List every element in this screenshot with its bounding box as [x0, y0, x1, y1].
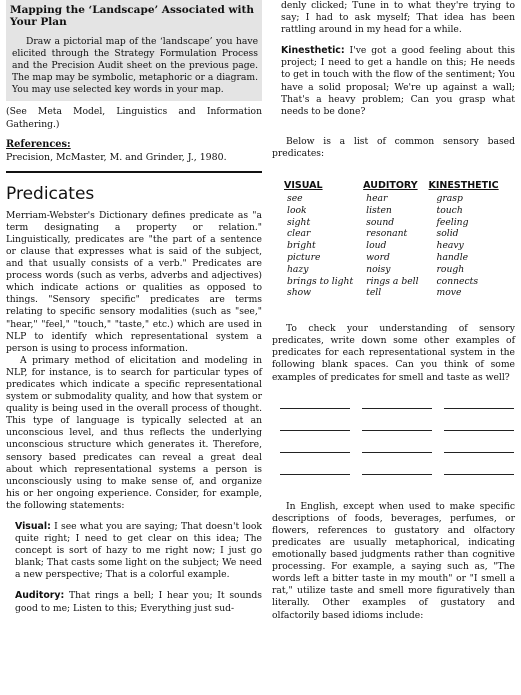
kinesthetic-text: I've got a good feeling about this project; I need to get a handle on this; He needs to get in touch with the flow of the sentiment; You have a solid proposal; We're up against a wall; That's a heavy problem; Can you grasp what needs to be done?	[281, 45, 515, 117]
predicate-cell: clear	[287, 228, 311, 240]
blank-line[interactable]	[444, 466, 514, 475]
check-paragraph: To check your understanding of sensory predicates, write down some other examples of predicates for each representational system in the following blank spaces. Can you think of some examples of predicates for smell and taste as well?	[272, 323, 515, 383]
predicate-cell: move	[436, 287, 462, 299]
predicates-heading: Predicates	[6, 183, 95, 204]
blank-line[interactable]	[444, 400, 514, 409]
predicate-cell: connects	[436, 275, 479, 287]
blank-row	[280, 400, 515, 409]
blank-line[interactable]	[362, 422, 432, 431]
blank-line[interactable]	[280, 400, 350, 409]
predicate-row	[284, 193, 509, 205]
blank-lines	[280, 400, 515, 475]
predicate-cell: loud	[366, 240, 387, 252]
blank-line[interactable]	[280, 444, 350, 453]
visual-label: Visual:	[15, 521, 51, 532]
predicate-row	[284, 240, 509, 252]
exercise-body: Draw a pictorial map of the ‘landscape’ you have elicited through the Strategy Formulation Process and the Precision Audit sheet on the previous page. The map may be symbolic, metaphoric or a diagram. You may use selected key words in your map.	[12, 36, 258, 96]
predicate-cell: hear	[366, 193, 388, 205]
predicate-row	[284, 205, 509, 217]
kinesthetic-label: Kinesthetic:	[281, 45, 345, 57]
predicate-cell: word	[366, 252, 390, 264]
predicates-paragraph-1: Merriam-Webster's Dictionary defines predicate as "a term designating a property or relation." Linguistically, predicates are "the part of a sentence or clause that expresses what is said of the subject, and that usually consists of a verb." Predicates are process words (such as verbs, adverbs and adjectives) which indicate actions or qualities as opposed to things. "Sensory specific" predicates are terms relating to specific sensory modalities (such as "see," "hear," "feel," "touch," "taste," etc.) which are used in NLP to identify which representational system a person is using to process information.	[6, 209, 262, 354]
visual-text: I see what you are saying; That doesn't look quite right; I need to get clear on this idea; The concept is sort of hazy to me right now; I just go blank; That casts some light on the subject; We need a new perspective; That is a colorful example.	[15, 521, 262, 581]
blank-line[interactable]	[444, 422, 514, 431]
predicate-row	[284, 264, 509, 276]
predicate-cell: handle	[436, 252, 469, 264]
list-intro: Below is a list of common sensory based predicates:	[272, 135, 515, 159]
blank-line[interactable]	[280, 466, 350, 475]
auditory-text: That rings a bell; I hear you; It sounds good to me; Listen to this; Everything just sud-	[15, 590, 262, 614]
predicate-cell: feeling	[436, 216, 469, 228]
header-auditory: AUDITORY	[363, 180, 418, 192]
right-column	[272, 0, 515, 622]
english-paragraph: In English, except when used to make specific descriptions of foods, beverages, perfumes, or flowers, references to gustatory and olfactory predicates are usually metaphorical, indicating emotionally based judgments rather than cognitive processing. For example, a saying such as, "The words left a bitter taste in my mouth" or "I smell a rat," utilize taste and smell more figuratively than literally. Other examples of gustatory and olfactorily based idioms include:	[272, 500, 515, 621]
predicate-cell: look	[287, 204, 307, 216]
predicate-cell: touch	[436, 204, 463, 216]
blank-line[interactable]	[280, 422, 350, 431]
predicate-row	[284, 252, 509, 264]
predicate-cell: brings to light	[287, 275, 354, 287]
visual-example	[6, 521, 262, 581]
predicates-table	[284, 180, 509, 299]
left-column	[6, 0, 262, 615]
reference-entry: Precision, McMaster, M. and Grinder, J., 1980.	[6, 151, 227, 163]
exercise-box	[6, 0, 262, 101]
predicate-row	[284, 276, 509, 288]
references-heading: References:	[6, 138, 71, 150]
predicate-cell: sight	[287, 216, 311, 228]
predicate-cell: bright	[287, 240, 316, 252]
blank-line[interactable]	[362, 400, 432, 409]
blank-line[interactable]	[444, 444, 514, 453]
header-kinesthetic: KINESTHETIC	[428, 180, 499, 192]
auditory-label: Auditory:	[15, 590, 65, 602]
predicates-paragraph-2: A primary method of elicitation and modeling in NLP, for instance, is to search for particular types of predicates which indicate a specific representational system or submodality quality, and how that system or quality is being used in the overall process of thought. This type of language is typically selected at an unconscious level, and thus reflects the underlying unconscious structure which generates it. Therefore, sensory based predicates can reveal a great deal about which representational systems a person is unconsciously using to make sense of, and organize his or her ongoing experience. Consider, for example, the following statements:	[6, 354, 262, 511]
auditory-example	[6, 590, 262, 614]
blank-row	[280, 422, 515, 431]
predicate-cell: solid	[436, 228, 459, 240]
predicate-cell: noisy	[366, 263, 391, 275]
header-visual: VISUAL	[284, 180, 323, 192]
predicate-cell: rough	[436, 263, 465, 275]
predicate-cell: grasp	[436, 193, 463, 205]
predicate-row	[284, 287, 509, 299]
exercise-title: Mapping the ‘Landscape’ Associated with Your Plan	[10, 4, 255, 28]
predicate-row	[284, 217, 509, 229]
blank-row	[280, 466, 515, 475]
predicate-cell: tell	[366, 287, 382, 299]
predicate-cell: hazy	[287, 263, 309, 275]
predicate-cell: listen	[366, 204, 392, 216]
predicate-cell: resonant	[366, 228, 408, 240]
predicate-cell: rings a bell	[366, 275, 419, 287]
predicate-row	[284, 228, 509, 240]
auditory-continued: denly clicked; Tune in to what they're trying to say; I had to ask myself; That idea has been rattling around in my head for a while.	[281, 0, 515, 36]
see-also-note: (See Meta Model, Linguistics and Information Gathering.)	[6, 106, 262, 130]
predicate-cell: picture	[287, 252, 321, 264]
predicate-cell: heavy	[436, 240, 464, 252]
blank-line[interactable]	[362, 466, 432, 475]
kinesthetic-example	[272, 45, 515, 118]
section-divider	[6, 171, 262, 173]
blank-row	[280, 444, 515, 453]
predicate-cell: show	[287, 287, 312, 299]
blank-line[interactable]	[362, 444, 432, 453]
predicate-cell: sound	[366, 216, 395, 228]
predicate-cell: see	[287, 193, 303, 205]
